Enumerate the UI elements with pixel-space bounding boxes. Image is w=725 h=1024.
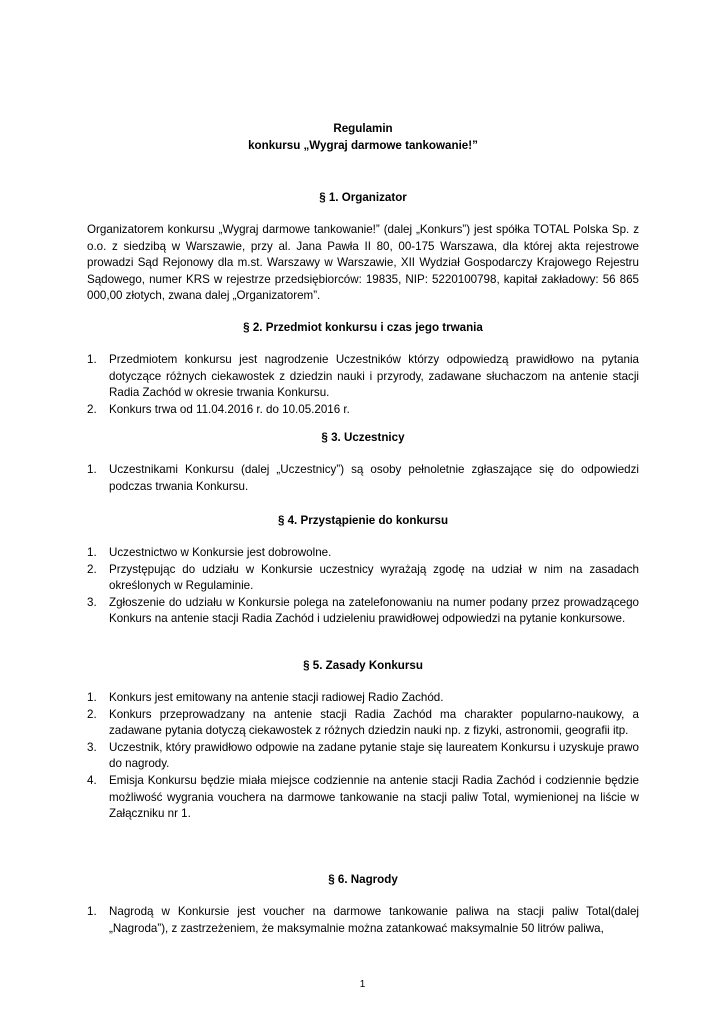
list-item: 3. Zgłoszenie do udziału w Konkursie polega na zatelefonowaniu na numer podany przez prowadzącego Konkurs na antenie stacji Radia Zachód i udzieleniu prawidłowej odpowiedzi na pytanie konkursowe. [87,595,639,626]
section-heading-3: § 3. Uczestnicy [321,431,405,444]
document-title: Regulamin [333,122,393,135]
section-1-paragraph: Organizatorem konkursu „Wygraj darmowe tankowanie!” (dalej „Konkurs”) jest spółka TOTAL Polska Sp. z o.o. z siedzibą w Warszawie, przy al. Jana Pawła II 80, 00-175 Warszawa, dla której akta rejestrowe prowadzi Sąd Rejonowy dla m.st. Warszawy w Warszawie, XII Wydział Gospodarczy Krajowego Rejestru Sądowego, numer KRS w rejestrze przedsiębiorców: 19835, NIP: 5220100798, kapitał zakładowy: 56 865 000,00 złotych, zwana dalej „Organizatorem”. [87,223,639,303]
document-subtitle: konkursu „Wygraj darmowe tankowanie!” [248,139,478,152]
list-item: 1. Uczestnictwo w Konkursie jest dobrowolne. [87,546,332,559]
list-item: 1. Uczestnikami Konkursu (dalej „Uczestnicy”) są osoby pełnoletnie zgłaszające się do odpowiedzi podczas trwania Konkursu. [87,463,639,493]
page-number: 1 [359,979,366,990]
section-heading-2: § 2. Przedmiot konkursu i czas jego trwania [243,321,483,334]
list-item: 1. Przedmiotem konkursu jest nagrodzenie Uczestników którzy odpowiedzą prawidłowo na pytania dotyczące różnych ciekawostek z dziedzin nauki i przyrody, zadawane słuchaczom na antenie stacji Radia Zachód w okresie trwania Konkursu. [87,353,639,400]
section-heading-1: § 1. Organizator [319,191,407,204]
list-item: 1. Konkurs jest emitowany na antenie stacji radiowej Radio Zachód. [87,691,444,704]
section-5-list [87,690,639,823]
list-item: 4. Emisja Konkursu będzie miała miejsce codziennie na antenie stacji Radia Zachód i codziennie będzie możliwość wygrania vouchera na darmowe tankowanie na stacji paliw Total, wymienionej na liście w Załączniku nr 1. [87,773,639,821]
section-2-list [87,352,639,418]
list-item: 1. Nagrodą w Konkursie jest voucher na darmowe tankowanie paliwa na stacji paliw Total(dalej „Nagroda”), z zastrzeżeniem, że maksymalnie można zatankować maksymalnie 50 litrów paliwa, [87,905,639,935]
section-heading-5: § 5. Zasady Konkursu [303,659,423,672]
list-item: 2. Przystępując do udziału w Konkursie uczestnicy wyrażają zgodę na udział w nim na zasadach określonych w Regulaminie. [87,562,639,593]
section-heading-6: § 6. Nagrody [328,873,398,886]
list-item: 2. Konkurs przeprowadzany na antenie stacji Radia Zachód ma charakter popularno-naukowy, a zadawane pytania dotyczą ciekawostek z różnych dziedzin nauki np. z fizyki, astronomii, geografii itp. [87,707,639,738]
list-item: 2. Konkurs trwa od 11.04.2016 r. do 10.05.2016 r. [87,402,350,416]
section-6-list [87,904,639,937]
section-4-list [87,545,639,628]
list-item: 3. Uczestnik, który prawidłowo odpowie na zadane pytanie staje się laureatem Konkursu i uzyskuje prawo do nagrody. [87,740,639,771]
section-3-list [87,462,639,495]
section-heading-4: § 4. Przystąpienie do konkursu [277,514,449,527]
